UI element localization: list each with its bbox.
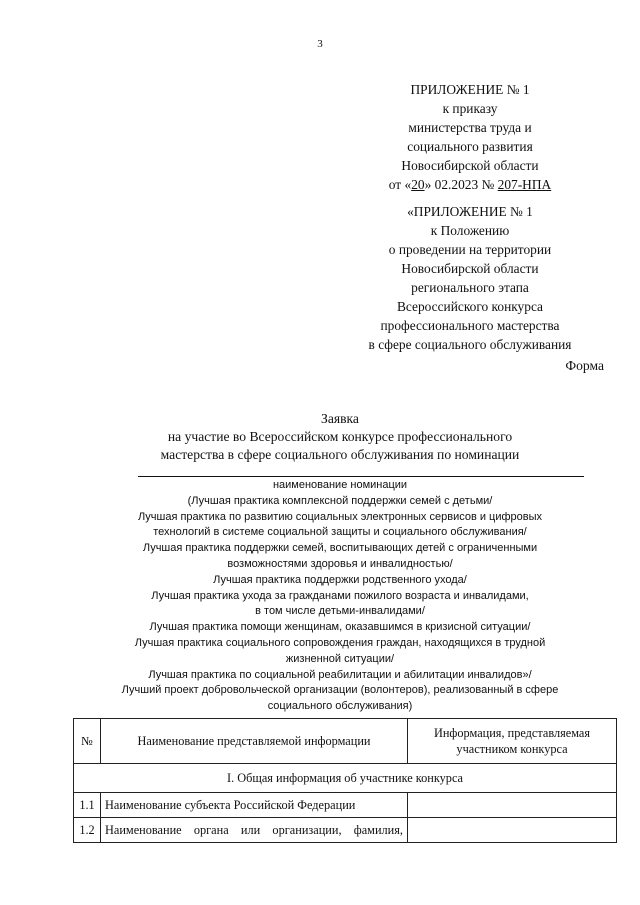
regulation-line: о проведении на территории bbox=[388, 242, 552, 257]
title-line: мастерства в сфере социального обслуживания по номинации bbox=[160, 447, 520, 462]
regulation-line: «ПРИЛОЖЕНИЕ № 1 bbox=[407, 204, 533, 219]
regulation-line: к Положению bbox=[430, 223, 510, 238]
regulation-line: в сфере социального обслуживания bbox=[368, 337, 572, 352]
row-value-cell[interactable] bbox=[408, 818, 617, 843]
nomination-line: возможностями здоровья и инвалидностью/ bbox=[227, 557, 453, 570]
section-row bbox=[74, 764, 617, 793]
row-value-cell[interactable] bbox=[408, 793, 617, 818]
regulation-line: профессионального мастерства bbox=[380, 318, 560, 333]
nomination-line: наименование номинации bbox=[272, 479, 408, 491]
regulation-line: регионального этапа bbox=[411, 280, 529, 295]
section-title: I. Общая информация об участнике конкурса bbox=[74, 764, 617, 793]
title-heading: Заявка bbox=[321, 411, 359, 426]
appendix-line: Новосибирской области bbox=[401, 158, 539, 173]
appendix-line: министерства труда и bbox=[408, 120, 532, 135]
row-name: Наименование органа или организации, фамилия, bbox=[101, 818, 408, 843]
header-info-value: Информация, представляемая участником конкурса bbox=[408, 719, 617, 764]
appendix-regulation-block bbox=[340, 202, 600, 354]
nomination-line: Лучшая практика помощи женщинам, оказавшимся в кризисной ситуации/ bbox=[149, 621, 531, 634]
nomination-line: в том числе детьми-инвалидами/ bbox=[255, 605, 425, 618]
date-prefix: от « bbox=[388, 177, 412, 192]
nomination-line: технологий в системе социальной защиты и социального обслуживания/ bbox=[153, 526, 527, 539]
regulation-line: Новосибирской области bbox=[401, 261, 539, 276]
page-number: 3 bbox=[317, 38, 323, 50]
form-label: Форма bbox=[565, 358, 604, 373]
application-table bbox=[73, 718, 617, 843]
appendix-line: социального развития bbox=[407, 139, 533, 154]
date-mid: » 02.2023 № bbox=[424, 177, 498, 192]
header-number: № bbox=[74, 719, 101, 764]
header-info-name: Наименование представляемой информации bbox=[101, 719, 408, 764]
order-date-number bbox=[340, 175, 600, 194]
table-header-row bbox=[74, 719, 617, 764]
appendix-order-block bbox=[340, 80, 600, 194]
title-line: на участие во Всероссийском конкурсе профессионального bbox=[167, 429, 513, 444]
appendix-title: ПРИЛОЖЕНИЕ № 1 bbox=[410, 82, 530, 97]
table-row bbox=[74, 818, 617, 843]
nomination-line: Лучшая практика по социальной реабилитации и абилитации инвалидов»/ bbox=[148, 668, 532, 681]
order-day: 20 bbox=[411, 177, 425, 192]
nomination-line: (Лучшая практика комплексной поддержки семей с детьми/ bbox=[187, 494, 493, 507]
row-number: 1.2 bbox=[74, 818, 101, 843]
row-name: Наименование субъекта Российской Федерации bbox=[101, 793, 408, 818]
appendix-line: к приказу bbox=[442, 101, 498, 116]
application-title bbox=[60, 410, 620, 464]
nomination-line: Лучшая практика ухода за гражданами пожилого возраста и инвалидами, bbox=[151, 589, 529, 602]
nomination-fill-line bbox=[138, 476, 584, 477]
nomination-line: социального обслуживания) bbox=[267, 700, 413, 713]
table-row bbox=[74, 793, 617, 818]
nominations-list bbox=[80, 478, 600, 715]
nomination-line: жизненной ситуации/ bbox=[285, 652, 395, 665]
nomination-line: Лучший проект добровольческой организации (волонтеров), реализованный в сфере bbox=[121, 684, 559, 697]
nomination-line: Лучшая практика по развитию социальных электронных сервисов и цифровых bbox=[137, 510, 543, 523]
nomination-line: Лучшая практика поддержки родственного ухода/ bbox=[213, 573, 467, 586]
nomination-line: Лучшая практика поддержки семей, воспитывающих детей с ограниченными bbox=[142, 542, 538, 555]
nomination-line: Лучшая практика социального сопровождения граждан, находящихся в трудной bbox=[134, 636, 546, 649]
regulation-line: Всероссийского конкурса bbox=[396, 299, 544, 314]
row-number: 1.1 bbox=[74, 793, 101, 818]
order-number: 207-НПА bbox=[497, 177, 552, 192]
